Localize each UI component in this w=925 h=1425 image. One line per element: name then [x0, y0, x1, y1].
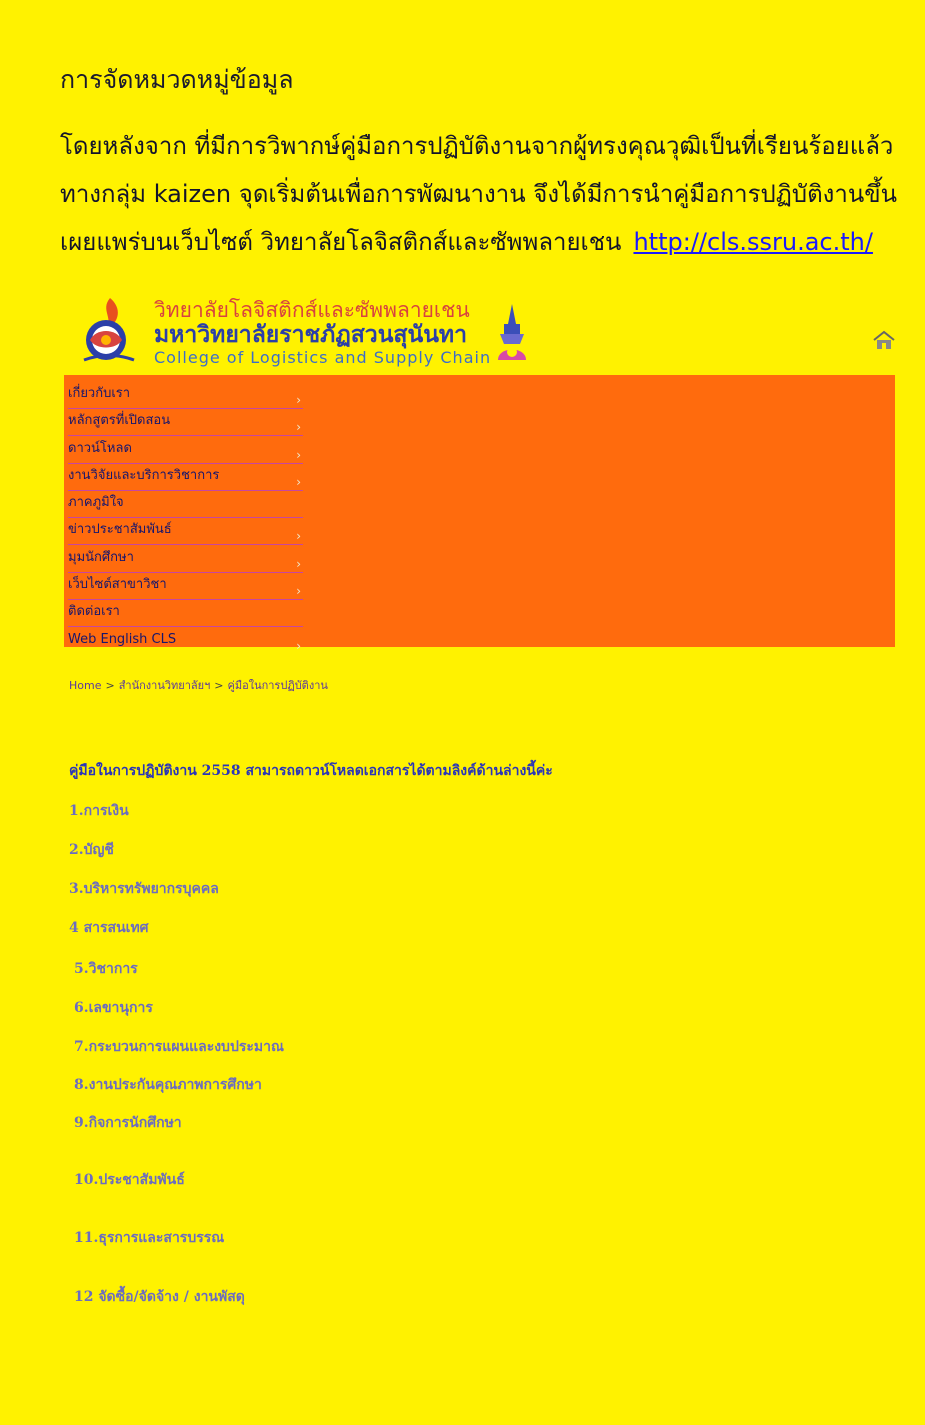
- menu-item-label: งานวิจัยและบริการวิชาการ: [68, 467, 220, 483]
- menu-item[interactable]: [68, 492, 303, 518]
- chevron-right-icon: ›: [296, 447, 301, 462]
- manual-link[interactable]: 11.ธุรการและสารบรรณ: [74, 1230, 225, 1246]
- manual-link[interactable]: 4 สารสนเทศ: [69, 920, 149, 936]
- menu-item[interactable]: [68, 601, 303, 627]
- menu-item-label: ข่าวประชาสัมพันธ์: [68, 522, 172, 538]
- manual-link[interactable]: 10.ประชาสัมพันธ์: [74, 1172, 185, 1188]
- menu-item-label: Web English CLS: [68, 631, 177, 647]
- breadcrumb-separator: >: [214, 679, 224, 692]
- menu-item[interactable]: [68, 574, 303, 600]
- manual-link[interactable]: 3.บริหารทรัพยากรบุคคล: [69, 881, 219, 897]
- menu-item-label: เกี่ยวกับเรา: [68, 386, 131, 401]
- chevron-right-icon: ›: [296, 584, 301, 599]
- manual-link[interactable]: 9.กิจการนักศึกษา: [74, 1115, 182, 1131]
- university-crest-icon: [496, 304, 528, 362]
- page-heading: การจัดหมวดหมู่ข้อมูล: [60, 65, 294, 94]
- manual-link[interactable]: 1.การเงิน: [69, 803, 129, 819]
- chevron-right-icon: ›: [296, 556, 301, 571]
- breadcrumb-level1[interactable]: สำนักงานวิทยาลัยฯ: [118, 679, 211, 692]
- breadcrumb-current: คู่มือในการปฏิบัติงาน: [227, 679, 328, 692]
- breadcrumb-home[interactable]: Home: [69, 679, 102, 692]
- chevron-right-icon: ›: [296, 638, 301, 653]
- menu-item-label: มุมนักศึกษา: [68, 549, 134, 565]
- site-banner: [64, 290, 895, 375]
- manual-link[interactable]: 8.งานประกันคุณภาพการศึกษา: [74, 1077, 262, 1093]
- website-screenshot: [64, 290, 895, 653]
- university-name-thai: มหาวิทยาลัยราชภัฏสวนสุนันทา: [154, 322, 467, 348]
- menu-item[interactable]: [68, 438, 303, 464]
- menu-item[interactable]: [68, 629, 303, 654]
- manual-link[interactable]: 2.บัญชี: [69, 842, 114, 858]
- menu-item[interactable]: [68, 465, 303, 491]
- manual-link[interactable]: 5.วิชาการ: [74, 961, 138, 977]
- intro-paragraph: [60, 122, 910, 266]
- menu-item[interactable]: [68, 383, 303, 409]
- chevron-right-icon: ›: [296, 474, 301, 489]
- menu-item[interactable]: [68, 410, 303, 436]
- college-name-english: College of Logistics and Supply Chain: [154, 348, 492, 367]
- intro-text: โดยหลังจาก ที่มีการวิพากษ์คู่มือการปฏิบัติงานจากผู้ทรงคุณวุฒิเป็นที่เรียนร้อยแล้ว ทางกลุ่ม kaizen จุดเริ่มต้นเพื่อการพัฒนางาน จึงได้มีการนำคู่มือการปฏิบัติงานขึ้นเผยแพร่บนเว็บไซต์ วิทยาลัยโลจิสติกส์และซัพพลายเชน: [60, 132, 898, 256]
- manual-link[interactable]: 6.เลขานุการ: [74, 1000, 153, 1016]
- manual-link[interactable]: 7.กระบวนการแผนและงบประมาณ: [74, 1039, 284, 1055]
- menu-item-label: ติดต่อเรา: [68, 604, 120, 620]
- college-logo-icon: [80, 296, 138, 366]
- cls-website-link[interactable]: http://cls.ssru.ac.th/: [633, 228, 873, 256]
- manual-link[interactable]: 12 จัดซื้อ/จัดจ้าง / งานพัสดุ: [74, 1289, 245, 1305]
- menu-item-label: เว็บไซต์สาขาวิชา: [68, 577, 167, 593]
- college-name-block: [154, 298, 491, 368]
- college-name-thai: วิทยาลัยโลจิสติกส์และซัพพลายเชน: [154, 298, 470, 322]
- chevron-right-icon: ›: [296, 529, 301, 544]
- menu-item-label: ดาวน์โหลด: [68, 440, 132, 456]
- home-icon[interactable]: [873, 330, 895, 350]
- breadcrumb-separator: >: [105, 679, 115, 692]
- menu-item[interactable]: [68, 547, 303, 573]
- menu-item-label: หลักสูตรที่เปิดสอน: [68, 413, 171, 429]
- menu-item[interactable]: [68, 519, 303, 545]
- menu-item-label: ภาคภูมิใจ: [68, 495, 124, 511]
- manual-section-title: คู่มือในการปฏิบัติงาน 2558 สามารถดาวน์โหลดเอกสารได้ตามลิงค์ด้านล่างนี้ค่ะ: [69, 763, 553, 779]
- menu-list: [64, 383, 303, 654]
- site-navigation-menu: [64, 375, 895, 653]
- breadcrumb: [69, 676, 328, 694]
- chevron-right-icon: ›: [296, 420, 301, 435]
- manual-section: [69, 760, 553, 800]
- chevron-right-icon: ›: [296, 393, 301, 407]
